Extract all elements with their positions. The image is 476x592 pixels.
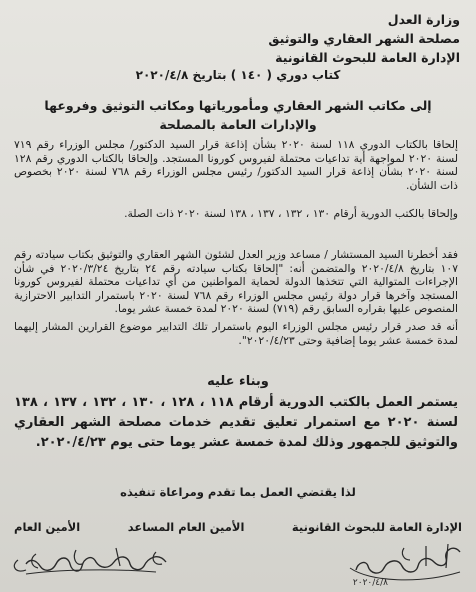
- handwritten-date: ٢٠٢٠/٤/٨: [352, 578, 388, 588]
- closing-line: لذا يقتضي العمل بما تقدم ومراعاة تنفيذه: [120, 485, 356, 499]
- addressee: [20, 96, 456, 134]
- addressee-line-2: والإدارات العامة بالمصلحة: [159, 117, 317, 132]
- paragraph-decision: أنه قد صدر قرار رئيس مجلس الوزراء اليوم باستمرار تلك التدابير موضوع القرارين المشار إليهما لمدة خمسة عشر يوما إضافية وحتى ٢٠٢٠/٤/٢٣".: [14, 320, 458, 347]
- signatories-row: [14, 520, 462, 534]
- handwritten-signature-right: [330, 538, 470, 588]
- authority-name: مصلحة الشهر العقاري والتوثيق: [268, 31, 460, 46]
- ministry-name: وزارة العدل: [387, 12, 460, 27]
- circular-number: كتاب دوري ( ١٤٠ ) بتاريخ ٢٠٢٠/٤/٨: [135, 68, 341, 82]
- handwritten-signature-left: [6, 540, 176, 580]
- signatory-legal-research: الإدارة العامة للبحوث القانونية: [291, 520, 462, 534]
- addressee-line-1: إلى مكاتب الشهر العقاري ومأمورياتها ومكاتب التوثيق وفروعها: [44, 98, 432, 113]
- department-name: الإدارة العامة للبحوث القانونية: [275, 50, 460, 65]
- signatory-secretary-general: الأمين العام: [14, 520, 81, 534]
- paragraph-previous-circulars: إلحاقا بالكتاب الدوري ١١٨ لسنة ٢٠٢٠ بشأن إذاعة قرار السيد الدكتور/ مجلس الوزراء رقم ٧١٩ لسنة ٢٠٢٠ لمواجهة أية تداعيات محتملة لفيروس كورونا المستجد. وإلحاقا بالكتاب الدوري رقم ١٢٨ لسنة ٢٠٢٠ بشأن إذاعة قرار السيد الدكتور/ رئيس مجلس الوزراء رقم ٧٦٨ لسنة ٢٠٢٠ بخصوص ذات الشأن.: [14, 138, 458, 192]
- resolution-text: يستمر العمل بالكتب الدورية أرقام ١١٨ ، ١٢٨ ، ١٣٠ ، ١٣٢ ، ١٣٧ ، ١٣٨ لسنة ٢٠٢٠ مع استمرار تعليق تقديم خدمات مصلحة الشهر العقاري والتوثيق للجمهور وذلك لمدة خمسة عشر يوما حتى يوم ٢٠٢٠/٤/٢٣.: [14, 395, 459, 450]
- paragraph-related-circulars: وإلحاقا بالكتب الدورية أرقام ١٣٠ ، ١٣٢ ، ١٣٧ ، ١٣٨ لسنة ٢٠٢٠ ذات الصلة.: [124, 207, 458, 220]
- letterhead: [210, 10, 460, 67]
- paragraph-notification: فقد أخطرنا السيد المستشار / مساعد وزير العدل لشئون الشهر العقاري والتوثيق بكتاب سيادته رقم ١٠٧ بتاريخ ٢٠٢٠/٤/٨ والمتضمن أنه: "إلحاقا بكتاب سيادته رقم ٢٤ بتاريخ ٢٠٢٠/٣/٢٤ في شأن الإجراءات المتوالية التي تتخذها الدولة لحماية المواطنين من أي تداعيات محتملة لفيروس كورونا المستجد وآخرها قرار دولة رئيس مجلس الوزراء رقم ٧٦٨ لسنة ٢٠٢٠ باستمرار التدابير الاحترازية المنصوص عليها بقراره السابق رقم (٧١٩) لسنة ٢٠٢٠ لمدة خمسة عشر يوما.: [14, 248, 458, 316]
- signatory-assistant-secretary: الأمين العام المساعد: [127, 520, 245, 534]
- based-on-heading: وبناء عليه: [207, 374, 269, 389]
